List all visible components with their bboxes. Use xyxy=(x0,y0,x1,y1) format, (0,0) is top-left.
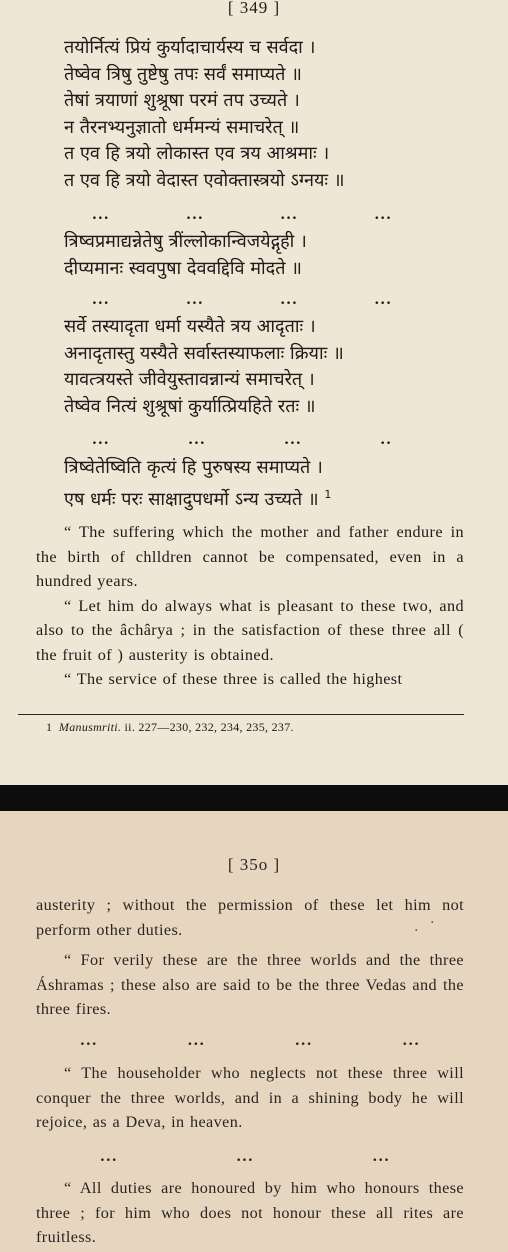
sanskrit-line: अनादृतास्तु यस्यैते सर्वास्तस्याफलाः क्रियाः ॥ xyxy=(64,342,344,364)
page-number: [ 35o ] xyxy=(227,855,281,874)
sanskrit-line: त्रिष्वप्रमाद्यन्नेतेषु त्रींल्लोकान्विजयेद्गृही । xyxy=(64,231,307,252)
translation-paragraph: “ For verily these are the three worlds and the three Áshramas ; these also are said to be the three Vedas and the three fires. xyxy=(36,951,464,1018)
sanskrit-line: यावत्त्रयस्ते जीवेयुस्तावन्नान्यं समाचरेत् । xyxy=(64,369,315,390)
sanskrit-line: न तैरनभ्यनुज्ञातो धर्ममन्यं समाचरेत् ॥ xyxy=(64,116,300,138)
sanskrit-line: त्रिष्वेतेष्विति कृत्यं हि पुरुषस्य समाप्यते । xyxy=(64,457,323,478)
sanskrit-line: त एव हि त्रयो लोकास्त एव त्रय आश्रमाः । xyxy=(64,143,330,164)
english-translation xyxy=(36,1061,464,1135)
footnote-marker: 1 xyxy=(324,487,332,501)
book-page-350 xyxy=(0,811,508,1252)
ellipsis-separator: ... ... ... ... xyxy=(80,1033,420,1049)
sanskrit-line: एष धर्मः परः साक्षादुपधर्मो ऽन्य उच्यते ॥ $^1$ xyxy=(64,487,332,510)
ellipsis-separator: ... ... ... ... xyxy=(92,292,392,308)
ellipsis-separator: ... ... ... .. xyxy=(92,432,392,448)
sanskrit-verse-block xyxy=(64,35,345,194)
sanskrit-line: तयोर्नित्यं प्रियं कुर्यादाचार्यस्य च सर्वदा । xyxy=(64,37,316,58)
footnote: 1 Manusmriti. ii. 227—230, 232, 234, 235, 237. xyxy=(46,720,294,734)
sanskrit-line: सर्वे तस्यादृता धर्मा यस्यैते त्रय आदृताः । xyxy=(64,316,316,337)
sanskrit-line: तेष्वेव त्रिषु तुष्टेषु तपः सर्वं समाप्यते ॥ xyxy=(64,63,302,85)
ellipsis-separator: ... ... ... xyxy=(100,1149,390,1165)
footnote-source: Manusmriti. xyxy=(58,720,122,734)
english-translation xyxy=(36,1176,464,1250)
translation-paragraph: austerity ; without the permission of these let him not perform other duties. xyxy=(36,896,464,939)
translation-paragraph: “ All duties are honoured by him who honours these three ; for him who does not honour these all rites are fruitless. xyxy=(36,1179,464,1246)
print-speck: . xyxy=(430,911,435,927)
page-number: [ 349 ] xyxy=(227,0,281,17)
translation-paragraph: “ The service of these three is called the highest xyxy=(64,670,403,688)
sanskrit-line: तेष्वेव नित्यं शुश्रूषां कुर्यात्प्रियहिते रतः ॥ xyxy=(64,395,316,417)
sanskrit-verse-block xyxy=(64,314,344,420)
sanskrit-verse-block xyxy=(64,229,307,282)
sanskrit-verse-block xyxy=(64,455,331,513)
page-gap xyxy=(0,785,508,811)
sanskrit-line: दीप्यमानः स्ववपुषा देववद्दिवि मोदते ॥ xyxy=(64,257,302,279)
english-translation xyxy=(36,520,464,692)
ellipsis-separator: ... ... ... ... xyxy=(92,207,392,223)
translation-paragraph: “ Let him do always what is pleasant to these two, and also to the âchârya ; in the satisfaction of these three all ( the fruit of ) austerity is obtained. xyxy=(36,596,464,664)
sanskrit-line: त एव हि त्रयो वेदास्त एवोक्तास्त्रयो ऽग्नयः ॥ xyxy=(64,169,345,191)
footnote-divider xyxy=(18,714,464,715)
footnote-refs: ii. 227—230, 232, 234, 235, 237. xyxy=(124,720,294,734)
print-speck: . xyxy=(414,919,419,935)
sanskrit-line: तेषां त्रयाणां शुश्रूषा परमं तप उच्यते । xyxy=(64,90,300,111)
translation-paragraph: “ The suffering which the mother and father endure in the birth of chlldren cannot be compensated, even in a hundred years. xyxy=(36,523,464,590)
english-translation xyxy=(36,893,464,1022)
translation-paragraph: “ The householder who neglects not these three will conquer the three worlds, and in a shining body he will rejoice, as a Deva, in heaven. xyxy=(36,1064,464,1131)
